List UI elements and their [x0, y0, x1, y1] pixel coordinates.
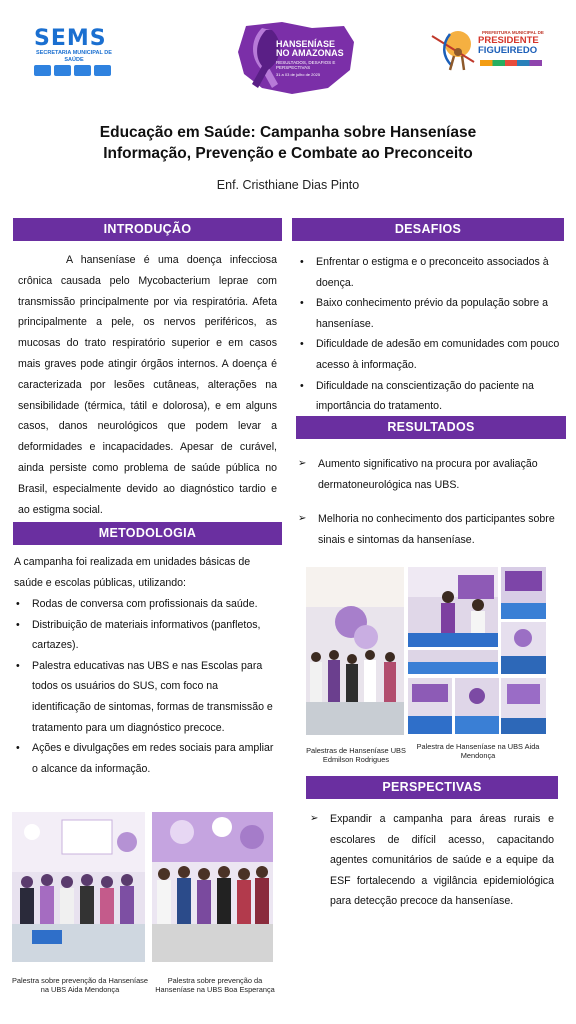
prefeitura-small-text: PREFEITURA MUNICIPAL DE: [482, 30, 544, 35]
list-item: • Dificuldade na conscientização do paciente na importância do tratamento.: [298, 376, 560, 417]
photo-ubs-aida-3: [501, 622, 546, 674]
prefeitura-color-strip: [480, 60, 542, 66]
photo-ubs-aida-4: [408, 650, 498, 674]
page-title: [0, 122, 576, 164]
event-date: 31 a 03 de julho de 2025: [276, 72, 321, 77]
list-item: • Enfrentar o estigma e o preconceito associados à doença.: [298, 252, 560, 293]
author: Enf. Cristhiane Dias Pinto: [216, 178, 360, 192]
metodologia-list: [14, 594, 276, 779]
metodologia-intro: A campanha foi realizada em unidades básicas de saúde e escolas públicas, utilizando:: [14, 556, 251, 589]
caption-ubs-boa-esperanca: Palestra sobre prevenção da Hanseníase na UBS Boa Esperança: [155, 976, 275, 994]
list-item: • Dificuldade de adesão em comunidades com pouco acesso à informação.: [298, 334, 560, 375]
prefeitura-logo: [428, 26, 546, 74]
sems-logo-subtitle: SECRETARIA MUNICIPAL DE SAÚDE: [36, 50, 112, 63]
prefeitura-name: [478, 36, 539, 56]
event-title-line1: HANSENÍASE: [276, 39, 336, 49]
title-line2: Informação, Prevenção e Combate ao Preconceito: [103, 145, 473, 162]
event-logo-text: [276, 40, 356, 77]
event-logo: [232, 18, 356, 96]
resultados-list: [296, 454, 560, 564]
introducao-heading: INTRODUÇÃO: [13, 218, 282, 241]
event-subtitle: RESULTADOS, DESAFIOS E PERSPECTIVAS: [276, 60, 336, 70]
photo-ubs-edmilson: [306, 567, 404, 735]
introducao-text: A hanseníase é uma doença infecciosa crônica causada pelo Mycobacterium leprae com transmissão principalmente por via respiratória. Afeta principalmente a pele, os nervos periféricos, as mucosas do trato respiratório superior e em casos mais graves pode atingir órgãos internos. A doença é caracterizada por lesões cutâneas, alterações na sensibilidade (térmica, tátil e dolorosa), e em alguns casos, danos neurológicos que podem levar a deformidades e incapacidades. Apesar de curável, ainda persiste como problema de saúde pública no Brasil, especialmente devido ao diagnóstico tardio e ao estigma social.: [18, 254, 277, 516]
photo-ubs-boa-esperanca: [152, 812, 273, 962]
list-item: ➢ Melhoria no conhecimento dos participantes sobre sinais e sintomas da hanseníase.: [296, 509, 560, 550]
title-line1: Educação em Saúde: Campanha sobre Hanseníase: [99, 124, 477, 141]
archer-emblem-icon: [428, 26, 480, 74]
photo-ubs-aida-1: [408, 567, 498, 647]
photo-ubs-aida-5: [408, 678, 452, 734]
sems-logo-icons: [34, 65, 120, 76]
list-item: • Distribuição de materiais informativos (panfletos, cartazes).: [14, 615, 276, 656]
perspectivas-list: [308, 809, 554, 926]
photo-ubs-aida-left: [12, 812, 145, 962]
photo-ubs-aida-2: [501, 567, 546, 619]
sems-logo: [34, 28, 120, 78]
perspectivas-heading: PERSPECTIVAS: [306, 776, 558, 799]
photo-ubs-aida-6: [455, 678, 499, 734]
event-title-line2: NO AMAZONAS: [276, 48, 344, 58]
caption-ubs-edmilson: Palestras de Hanseníase UBS Edmilson Rodrigues: [306, 746, 406, 764]
sems-logo-text: SEMS: [34, 26, 107, 51]
list-item: ➢ Expandir a campanha para áreas rurais e escolares de difícil acesso, capacitando agentes comunitários de saúde e a equipe da ESF fortalecendo a vigilância epidemiológica para detecção precoce da hanseníase.: [308, 809, 554, 912]
list-item: • Rodas de conversa com profissionais da saúde.: [14, 594, 276, 615]
list-item: ➢ Aumento significativo na procura por avaliação dermatoneurológica nas UBS.: [296, 454, 560, 495]
metodologia-heading: METODOLOGIA: [13, 522, 282, 545]
resultados-heading: RESULTADOS: [296, 416, 566, 439]
prefeitura-name-line2: FIGUEIREDO: [478, 45, 538, 56]
list-item: • Palestra educativas nas UBS e nas Escolas para todos os usuários do SUS, com foco na identificação de sintomas, formas de transmissão e tratamento para um diagnóstico precoce.: [14, 656, 276, 738]
caption-ubs-aida-right: Palestra de Hanseníase na UBS Aida Mendonça: [416, 742, 540, 760]
photo-ubs-aida-7: [501, 678, 546, 734]
prefeitura-name-line1: PRESIDENTE: [478, 35, 539, 46]
list-item: • Baixo conhecimento prévio da população sobre a hanseníase.: [298, 293, 560, 334]
list-item: • Ações e divulgações em redes sociais para ampliar o alcance da informação.: [14, 738, 276, 779]
desafios-heading: DESAFIOS: [292, 218, 564, 241]
caption-ubs-aida-left: Palestra sobre prevenção da Hanseníase na UBS Aida Mendonça: [12, 976, 148, 994]
desafios-list: [298, 252, 560, 417]
